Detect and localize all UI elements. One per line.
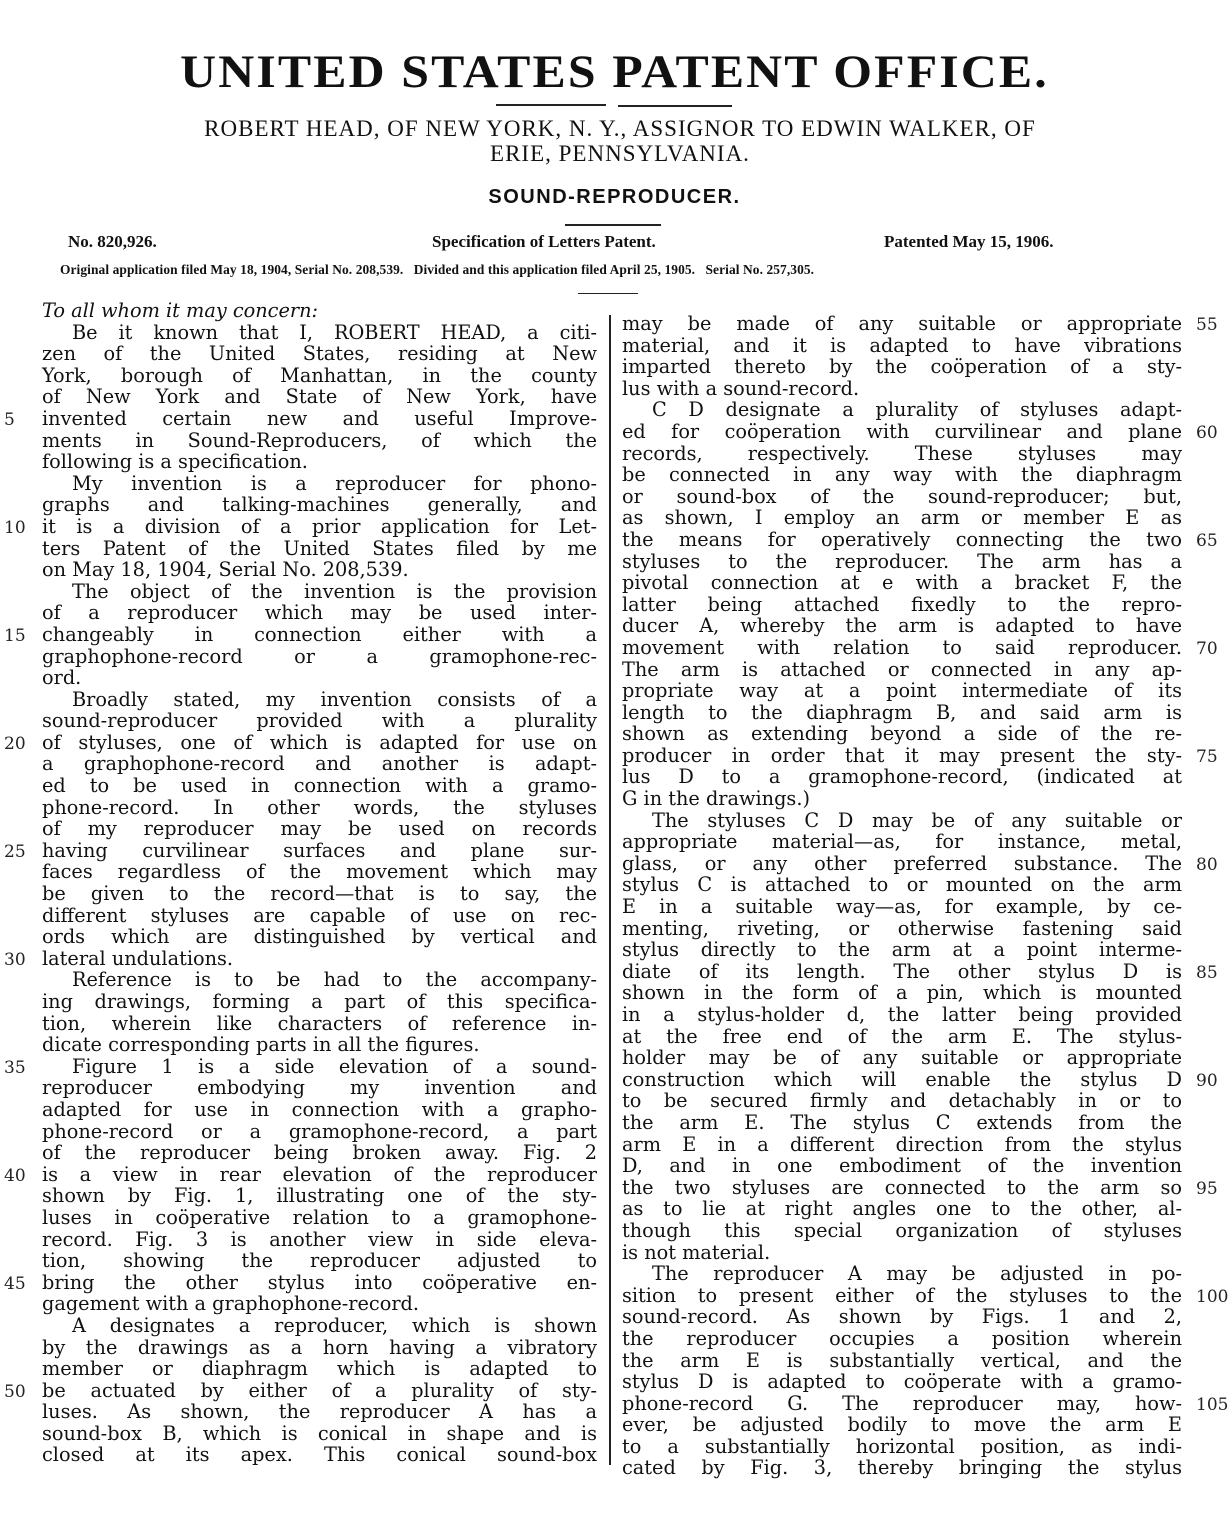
filing-rule: [578, 293, 638, 294]
right-column-text-line: lus with a sound-record.: [622, 376, 860, 400]
right-column-text-line: latter being attached fixedly to the repro-: [622, 592, 1182, 616]
left-column-text-line: member or diaphragm which is adapted to: [42, 1357, 597, 1381]
left-line-number: 10: [4, 518, 26, 538]
right-column-text-line: styluses to the reproducer. The arm has a: [622, 549, 1182, 573]
right-column-text-line: records, respectively. These styluses may: [622, 441, 1182, 465]
right-column-text-line: diate of its length. The other stylus D is: [622, 959, 1182, 983]
left-column-text-line: phone-record. In other words, the styluses: [42, 795, 597, 819]
right-column-text-line: E in a suitable way—as, for example, by ce-: [622, 895, 1182, 919]
right-column-text-line: ever, be adjusted bodily to move the arm E: [622, 1413, 1182, 1437]
right-column-text-line: is not material.: [622, 1240, 771, 1264]
left-column-text-line: ord.: [42, 666, 82, 690]
left-column-text-line: The object of the invention is the provision: [72, 579, 597, 603]
right-column-text-line: ducer A, whereby the arm is adapted to have: [622, 614, 1182, 638]
original-application: Original application filed May 18, 1904, Serial No. 208,539.: [60, 262, 404, 277]
left-column-text-line: record. Fig. 3 is another view in side eleva-: [42, 1227, 597, 1251]
subject-rule: [565, 224, 661, 226]
left-column-text-line: tion, wherein like characters of reference in-: [42, 1011, 597, 1035]
right-column-text-line: stylus C is attached to or mounted on the arm: [622, 873, 1182, 897]
right-column-text-line: appropriate material—as, for instance, metal,: [622, 830, 1182, 854]
right-column-text-line: though this special organization of styluses: [622, 1218, 1182, 1242]
right-column-text-line: producer in order that it may present the sty-: [622, 743, 1182, 767]
left-column-text-line: ing drawings, forming a part of this specifica-: [42, 990, 597, 1013]
left-column-text-line: dicate corresponding parts in all the figures.: [42, 1033, 480, 1057]
left-column-text-line: Reference is to be had to the accompany-: [72, 968, 597, 992]
left-column-text-line: be given to the record—that is to say, the: [42, 882, 597, 906]
left-column-text-line: changeably in connection either with a: [42, 622, 597, 646]
right-column-text-line: cated by Fig. 3, thereby bringing the stylus: [622, 1456, 1182, 1480]
right-line-number: 90: [1196, 1071, 1218, 1091]
left-line-number: 35: [4, 1058, 26, 1078]
right-column-text-line: shown as extending beyond a side of the re-: [622, 722, 1182, 746]
right-column-text-line: the two styluses are connected to the arm so: [622, 1175, 1182, 1199]
inventor-line-1: ROBERT HEAD, OF NEW YORK, N. Y., ASSIGNOR TO EDWIN WALKER, OF: [204, 116, 1036, 141]
left-column-text-line: luses in coöperative relation to a gramophone-: [42, 1205, 597, 1229]
right-column-text-line: the arm E is substantially vertical, and the: [622, 1348, 1182, 1372]
left-column-text-line: of the reproducer being broken away. Fig. 2: [42, 1141, 597, 1165]
right-column-text-line: arm E in a different direction from the stylus: [622, 1132, 1182, 1156]
right-column-text-line: the means for operatively connecting the two: [622, 527, 1182, 551]
left-column-text-line: sound-reproducer provided with a plurality: [42, 709, 597, 733]
left-line-number: 15: [4, 626, 26, 646]
right-column-text-line: glass, or any other preferred substance. The: [622, 851, 1182, 875]
left-line-number: 50: [4, 1382, 26, 1402]
right-column-text-line: the reproducer occupies a position wherein: [622, 1326, 1182, 1350]
inventor-assignor-block: [30, 116, 1210, 166]
left-line-number: 30: [4, 950, 26, 970]
right-line-number: 80: [1196, 855, 1218, 875]
left-column-text-line: of New York and State of New York, have: [42, 385, 597, 409]
right-column-text-line: as shown, I employ an arm or member E as: [622, 506, 1182, 530]
right-column-text-line: stylus D is adapted to coöperate with a gramo-: [622, 1370, 1182, 1394]
patented-date: Patented May 15, 1906.: [884, 232, 1054, 251]
right-column-text-line: The reproducer A may be adjusted in po-: [652, 1262, 1182, 1286]
right-column-text-line: shown in the form of a pin, which is mounted: [622, 981, 1182, 1005]
left-column-text-line: Broadly stated, my invention consists of a: [72, 687, 597, 711]
right-column-text-line: holder may be of any suitable or appropriate: [622, 1046, 1182, 1070]
right-column-text-line: at the free end of the arm E. The stylus-: [622, 1024, 1182, 1048]
right-column-text-line: propriate way at a point intermediate of its: [622, 679, 1182, 703]
right-column-text-line: G in the drawings.): [622, 787, 810, 811]
right-column-text-line: imparted thereto by the coöperation of a sty-: [622, 355, 1182, 379]
specification-label: Specification of Letters Patent.: [432, 232, 656, 251]
right-line-number: 105: [1196, 1395, 1229, 1415]
right-line-number: 60: [1196, 423, 1218, 443]
left-column-text-line: a graphophone-record and another is adapt-: [42, 752, 597, 776]
right-column-text-line: construction which will enable the stylus D: [622, 1067, 1182, 1091]
serial-number: Serial No. 257,305.: [705, 262, 815, 277]
right-column-text-line: The arm is attached or connected in any ap-: [622, 657, 1182, 681]
left-column-text-line: of styluses, one of which is adapted for use on: [42, 730, 597, 754]
left-column-text-line: shown by Fig. 1, illustrating one of the sty-: [42, 1184, 597, 1208]
left-column-text-line: adapted for use in connection with a grapho-: [42, 1097, 597, 1121]
right-column: [622, 313, 1182, 1479]
left-column-text-line: ters Patent of the United States filed by me: [42, 536, 597, 560]
left-column-text-line: tion, showing the reproducer adjusted to: [42, 1249, 597, 1273]
right-column-text-line: as to lie at right angles one to the other, al-: [622, 1197, 1182, 1221]
left-line-number: 45: [4, 1274, 26, 1294]
filing-info: [60, 262, 1180, 278]
left-line-number: 20: [4, 734, 26, 754]
right-column-text-line: in a stylus-holder d, the latter being provided: [622, 1003, 1182, 1026]
right-column-text-line: ed for coöperation with curvilinear and plane: [622, 419, 1182, 443]
right-column-text-line: The styluses C D may be of any suitable or: [652, 808, 1182, 832]
right-column-text-line: sition to present either of the styluses to the: [622, 1283, 1182, 1307]
left-column-text-line: gagement with a graphophone-record.: [42, 1292, 420, 1316]
left-column-text-line: York, borough of Manhattan, in the county: [42, 363, 597, 387]
salutation: To all whom it may concern:: [42, 299, 319, 322]
left-column-text-line: phone-record or a gramophone-record, a part: [42, 1119, 597, 1143]
right-column-text-line: C D designate a plurality of styluses adapt-: [652, 398, 1182, 422]
left-line-number: 25: [4, 842, 26, 862]
left-column-text-line: lateral undulations.: [42, 946, 234, 970]
right-column-text-line: may be made of any suitable or appropriate: [622, 312, 1182, 335]
left-column-text-line: by the drawings as a horn having a vibratory: [42, 1335, 597, 1359]
left-column-text-line: of my reproducer may be used on records: [42, 817, 597, 841]
right-column-text-line: phone-record G. The reproducer may, how-: [622, 1391, 1182, 1415]
left-column-text-line: is a view in rear elevation of the reproducer: [42, 1162, 597, 1186]
right-line-number: 95: [1196, 1179, 1218, 1199]
divided-application: Divided and this application filed April 25, 1905.: [413, 262, 696, 277]
left-column-text-line: ments in Sound-Reproducers, of which the: [42, 428, 597, 452]
right-column-text-line: be connected in any way with the diaphragm: [622, 463, 1182, 487]
title-rule-right: [618, 105, 732, 107]
right-column-text-line: or sound-box of the sound-reproducer; but,: [622, 484, 1182, 508]
right-column-text-line: to a substantially horizontal position, as indi-: [622, 1434, 1182, 1458]
right-column-text-line: D, and in one embodiment of the invention: [622, 1154, 1182, 1178]
left-column-text-line: invented certain new and useful Improve-: [42, 406, 597, 430]
left-column-text: [42, 322, 597, 1466]
left-column-text-line: on May 18, 1904, Serial No. 208,539.: [42, 558, 409, 582]
right-column-text-line: to be secured firmly and detachably in or to: [622, 1089, 1182, 1113]
right-line-number: 65: [1196, 531, 1218, 551]
right-line-number: 75: [1196, 747, 1218, 767]
left-column-text-line: zen of the United States, residing at New: [42, 342, 597, 366]
left-column-text-line: A designates a reproducer, which is shown: [72, 1313, 597, 1337]
left-column-text-line: faces regardless of the movement which may: [42, 860, 597, 884]
right-column-text-line: lus D to a gramophone-record, (indicated at: [622, 765, 1182, 789]
right-column-text-line: length to the diaphragm B, and said arm is: [622, 700, 1182, 724]
left-column-text-line: luses. As shown, the reproducer A has a: [42, 1400, 597, 1424]
left-column-text-line: having curvilinear surfaces and plane sur-: [42, 838, 597, 862]
left-column-text-line: reproducer embodying my invention and: [42, 1076, 597, 1100]
right-line-number: 85: [1196, 963, 1218, 983]
left-column-text-line: different styluses are capable of use on rec-: [42, 903, 597, 927]
inventor-line-2: ERIE, PENNSYLVANIA.: [490, 141, 750, 166]
right-column-text-line: sound-record. As shown by Figs. 1 and 2,: [622, 1305, 1182, 1329]
right-column-text-line: menting, riveting, or otherwise fastening said: [622, 916, 1182, 940]
left-column-text-line: of a reproducer which may be used inter-: [42, 601, 597, 625]
left-column-text-line: graphophone-record or a gramophone-rec-: [42, 644, 597, 668]
office-title: UNITED STATES PATENT OFFICE.: [180, 46, 1049, 98]
left-column-text-line: be actuated by either of a plurality of sty-: [42, 1378, 597, 1402]
right-column-text-line: pivotal connection at e with a bracket F, the: [622, 571, 1182, 595]
left-line-number: 40: [4, 1166, 26, 1186]
right-line-number: 100: [1196, 1287, 1229, 1307]
right-column-text-line: movement with relation to said reproducer.: [622, 635, 1182, 659]
left-column-text-line: ed to be used in connection with a gramo-: [42, 774, 597, 798]
right-column-text: [622, 313, 1182, 1479]
patent-number: No. 820,926.: [68, 232, 157, 251]
left-column-text-line: sound-box B, which is conical in shape and is: [42, 1421, 597, 1445]
right-line-number: 55: [1196, 315, 1218, 335]
left-column-text-line: closed at its apex. This conical sound-box: [42, 1443, 597, 1467]
left-column-text-line: Be it known that I, ROBERT HEAD, a citi-: [72, 320, 597, 344]
left-column-text-line: following is a specification.: [42, 450, 308, 474]
right-column-text-line: stylus directly to the arm at a point interme-: [622, 938, 1182, 962]
right-column-text-line: material, and it is adapted to have vibrations: [622, 333, 1182, 357]
title-rule-left: [496, 104, 606, 106]
left-column-text-line: Figure 1 is a side elevation of a sound-: [72, 1054, 597, 1078]
left-column-text-line: bring the other stylus into coöperative en-: [42, 1270, 597, 1294]
right-column-text-line: the arm E. The stylus C extends from the: [622, 1110, 1182, 1134]
right-line-number: 70: [1196, 639, 1218, 659]
left-column: [42, 300, 597, 1466]
left-column-text-line: graphs and talking-machines generally, and: [42, 493, 597, 517]
left-column-text-line: My invention is a reproducer for phono-: [72, 471, 597, 495]
left-column-text-line: it is a division of a prior application for Let-: [42, 514, 597, 538]
column-divider: [609, 315, 611, 1465]
left-column-text-line: ords which are distinguished by vertical and: [42, 925, 597, 949]
patent-subject: SOUND-REPRODUCER.: [488, 186, 741, 208]
left-line-number: 5: [4, 410, 15, 430]
